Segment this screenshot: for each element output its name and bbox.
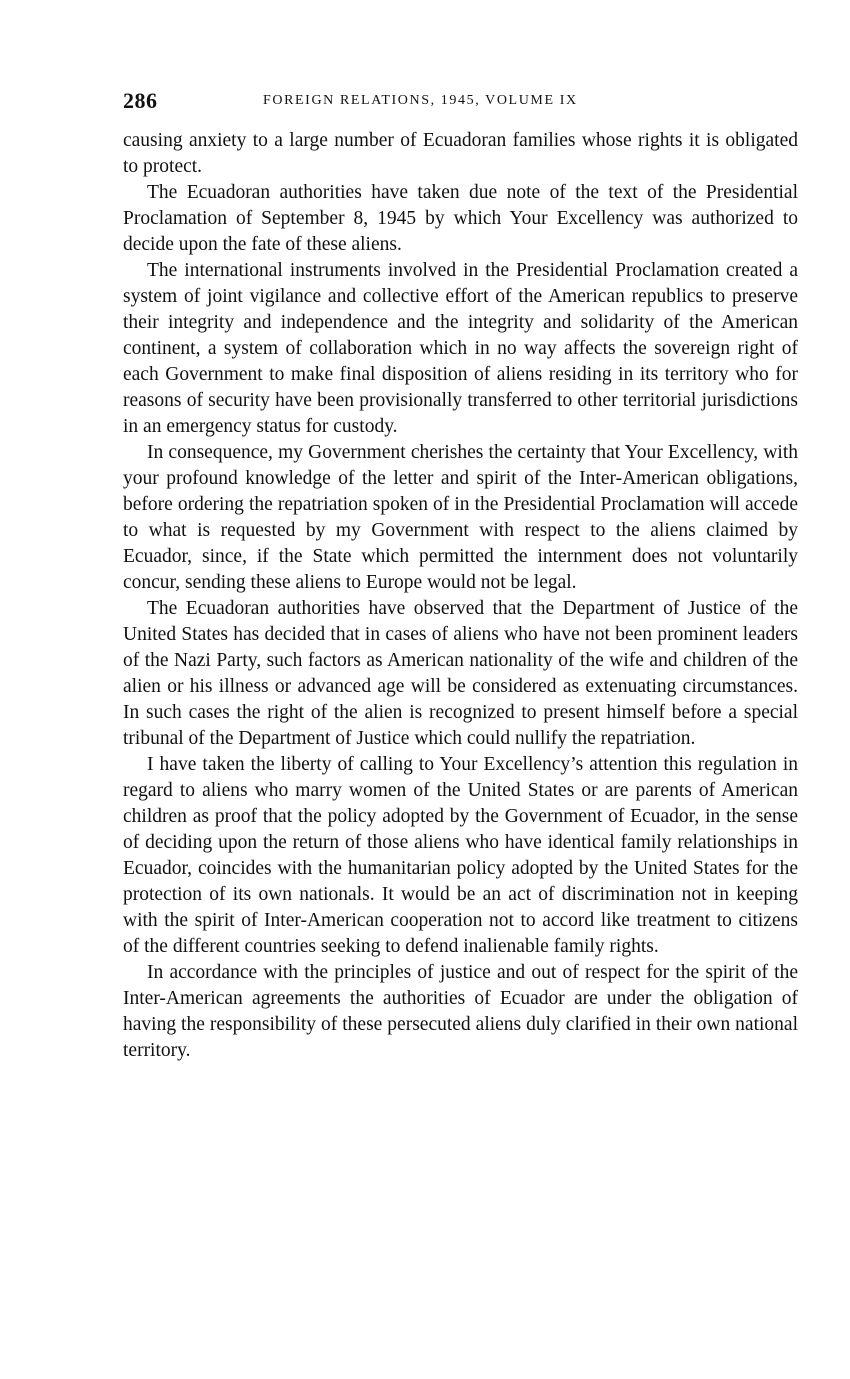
- document-page: [123, 88, 798, 1064]
- page-number: 286: [123, 88, 158, 113]
- paragraph: The Ecuadoran authorities have taken due note of the text of the Presidential Proclamation of September 8, 1945 by which Your Excellency was authorized to decide upon the fate of these aliens.: [123, 182, 798, 255]
- paragraph-continued: causing anxiety to a large number of Ecuadoran families whose rights it is obligated to protect.: [123, 130, 798, 177]
- paragraph: The international instruments involved in the Presidential Proclamation created a system of joint vigilance and collective effort of the American republics to preserve their integrity and independence and the integrity and solidarity of the American continent, a system of collaboration which in no way affects the sovereign right of each Government to make final disposition of aliens residing in its territory who for reasons of security have been provisionally transferred to other territorial jurisdictions in an emergency status for custody.: [123, 260, 798, 437]
- paragraph: In consequence, my Government cherishes the certainty that Your Excellency, with your profound knowledge of the letter and spirit of the Inter-American obligations, before ordering the repatriation spoken of in the Presidential Proclamation will accede to what is requested by my Government with respect to the aliens claimed by Ecuador, since, if the State which permitted the internment does not voluntarily concur, sending these aliens to Europe would not be legal.: [123, 442, 798, 593]
- page-header: [123, 88, 798, 118]
- paragraph: In accordance with the principles of justice and out of respect for the spirit of the Inter-American agreements the authorities of Ecuador are under the obligation of having the responsibility of these persecuted aliens duly clarified in their own national territory.: [123, 962, 798, 1061]
- paragraph: I have taken the liberty of calling to Your Excellency’s attention this regulation in regard to aliens who marry women of the United States or are parents of American children as proof that the policy adopted by the Government of Ecuador, in the sense of deciding upon the return of those aliens who have identical family relationships in Ecuador, coincides with the humanitarian policy adopted by the United States for the protection of its own nationals. It would be an act of discrimination not in keeping with the spirit of Inter-American cooperation not to accord like treatment to citizens of the different countries seeking to defend inalienable family rights.: [123, 754, 798, 957]
- body-text: [123, 128, 798, 1064]
- paragraph: The Ecuadoran authorities have observed that the Department of Justice of the United States has decided that in cases of aliens who have not been prominent leaders of the Nazi Party, such factors as American nationality of the wife and children of the alien or his illness or advanced age will be considered as extenuating circumstances. In such cases the right of the alien is recognized to present himself before a special tribunal of the Department of Justice which could nullify the repatriation.: [123, 598, 798, 749]
- running-head: FOREIGN RELATIONS, 1945, VOLUME IX: [263, 93, 578, 108]
